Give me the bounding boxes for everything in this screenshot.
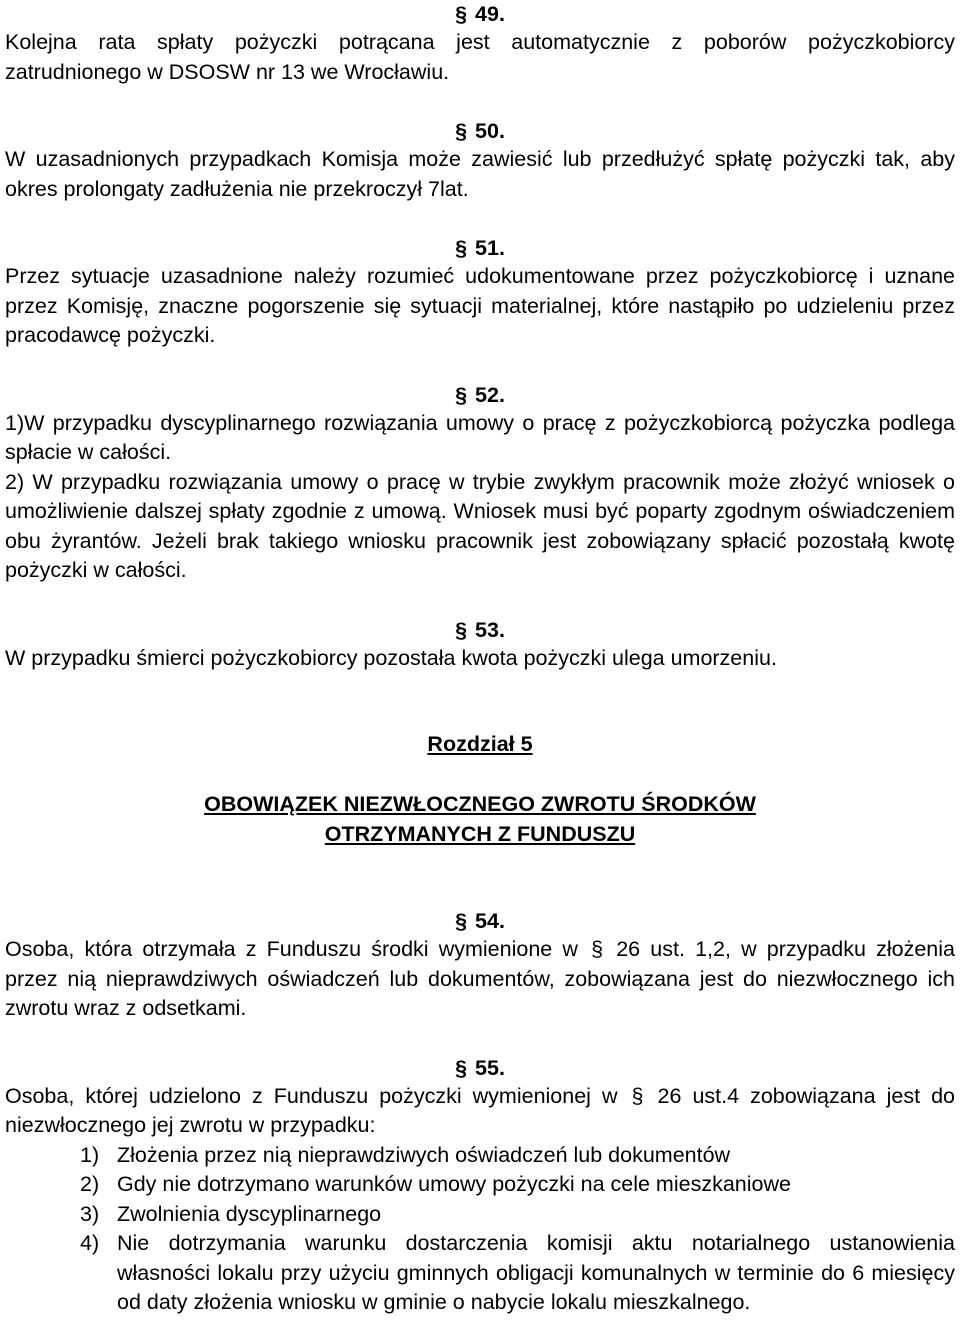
section-55-text-after: 26 ust.4 zobowiązana jest do niezwłocznego jej zwrotu w przypadku:	[5, 1083, 955, 1137]
section-number: 54.	[475, 909, 505, 933]
section-number: 53.	[475, 617, 505, 642]
section-symbol: §	[455, 119, 468, 143]
list-item-number: 1)	[80, 1142, 100, 1167]
section-heading-55	[5, 1054, 955, 1082]
list-item-text: Gdy nie dotrzymano warunków umowy pożyczki na cele mieszkaniowe	[117, 1172, 791, 1196]
section-51-text: Przez sytuacje uzasadnione należy rozumieć udokumentowane przez pożyczkobiorcę i uznane przez Komisję, znaczne pogorszenie się sytuacji materialnej, które nastąpiło po udzieleniu przez pracodawcę pożyczki.	[5, 264, 955, 347]
section-number: 55.	[475, 1055, 505, 1080]
section-55-list	[5, 1141, 955, 1318]
section-symbol: §	[455, 617, 468, 642]
list-item-text: Zwolnienia dyscyplinarnego	[117, 1201, 382, 1226]
section-52-paragraph-2: 2) W przypadku rozwiązania umowy o pracę w trybie zwykłym pracownik może złożyć wniosek o umożliwienie dalszej spłaty zgodnie z umową. Wniosek musi być poparty zgodnym oświadczeniem obu żyrantów. Jeżeli brak takiego wniosku pracownik jest zobowiązany spłacić pozostałą kwotę pożyczki w całości.	[5, 469, 955, 582]
section-55-text-before: Osoba, której udzielono z Funduszu pożyczki wymienionej w	[5, 1083, 618, 1108]
section-number: 50.	[475, 119, 505, 143]
section-symbol: §	[455, 909, 468, 933]
list-item	[5, 1229, 955, 1318]
section-number: 49.	[475, 2, 505, 26]
section-symbol: §	[455, 382, 468, 407]
list-item-number: 2)	[80, 1172, 100, 1196]
section-symbol: §	[455, 2, 468, 26]
section-heading-50	[5, 117, 955, 145]
document-page	[5, 0, 955, 1318]
section-heading-49	[5, 0, 955, 28]
chapter-title-line-1: OBOWIĄZEK NIEZWŁOCZNEGO ZWROTU ŚRODKÓW	[204, 792, 756, 816]
list-item-number: 3)	[80, 1201, 100, 1226]
section-54-text-before: Osoba, która otrzymała z Funduszu środki wymienione w	[5, 937, 578, 961]
list-item	[5, 1200, 955, 1230]
section-54-text-after: 26 ust. 1,2, w przypadku złożenia przez nią nieprawdziwych oświadczeń lub dokumentów, zobowiązana jest do niezwłocznego ich zwrotu wraz z odsetkami.	[5, 937, 955, 1020]
section-heading-52	[5, 381, 955, 409]
section-number: 52.	[475, 382, 505, 407]
section-reference-symbol: §	[631, 1083, 644, 1108]
list-item-text: Złożenia przez nią nieprawdziwych oświadczeń lub dokumentów	[117, 1142, 731, 1167]
section-heading-51	[5, 234, 955, 262]
section-49-text: Kolejna rata spłaty pożyczki potrącana jest automatycznie z poborów pożyczkobiorcy zatrudnionego w DSOSW nr 13 we Wrocławiu.	[5, 30, 955, 84]
section-54-text	[5, 935, 955, 1024]
list-item-text: Nie dotrzymania warunku dostarczenia komisji aktu notarialnego ustanowienia własności lokalu przy użyciu gminnych obligacji komunalnych w terminie do 6 miesięcy od daty złożenia wniosku w gminie o nabycie lokalu mieszkalnego.	[117, 1231, 955, 1314]
section-53-text: W przypadku śmierci pożyczkobiorcy pozostała kwota pożyczki ulega umorzeniu.	[5, 645, 777, 670]
chapter-label: Rozdział 5	[427, 732, 533, 756]
section-number: 51.	[475, 236, 505, 260]
list-item	[5, 1141, 955, 1171]
list-item-number: 4)	[80, 1231, 100, 1255]
chapter-title-line-2: OTRZYMANYCH Z FUNDUSZU	[324, 822, 636, 846]
section-50-text: W uzasadnionych przypadkach Komisja może zawiesić lub przedłużyć spłatę pożyczki tak, aby okres prolongaty zadłużenia nie przekroczył 7lat.	[5, 147, 955, 201]
section-52-paragraph-1: 1)W przypadku dyscyplinarnego rozwiązania umowy o pracę z pożyczkobiorcą pożyczka podlega spłacie w całości.	[5, 410, 955, 464]
section-55-text	[5, 1082, 955, 1141]
section-symbol: §	[455, 236, 468, 260]
section-heading-54	[5, 907, 955, 935]
section-reference-symbol: §	[591, 937, 604, 961]
list-item	[5, 1170, 955, 1200]
section-heading-53	[5, 616, 955, 644]
section-symbol: §	[455, 1055, 468, 1080]
